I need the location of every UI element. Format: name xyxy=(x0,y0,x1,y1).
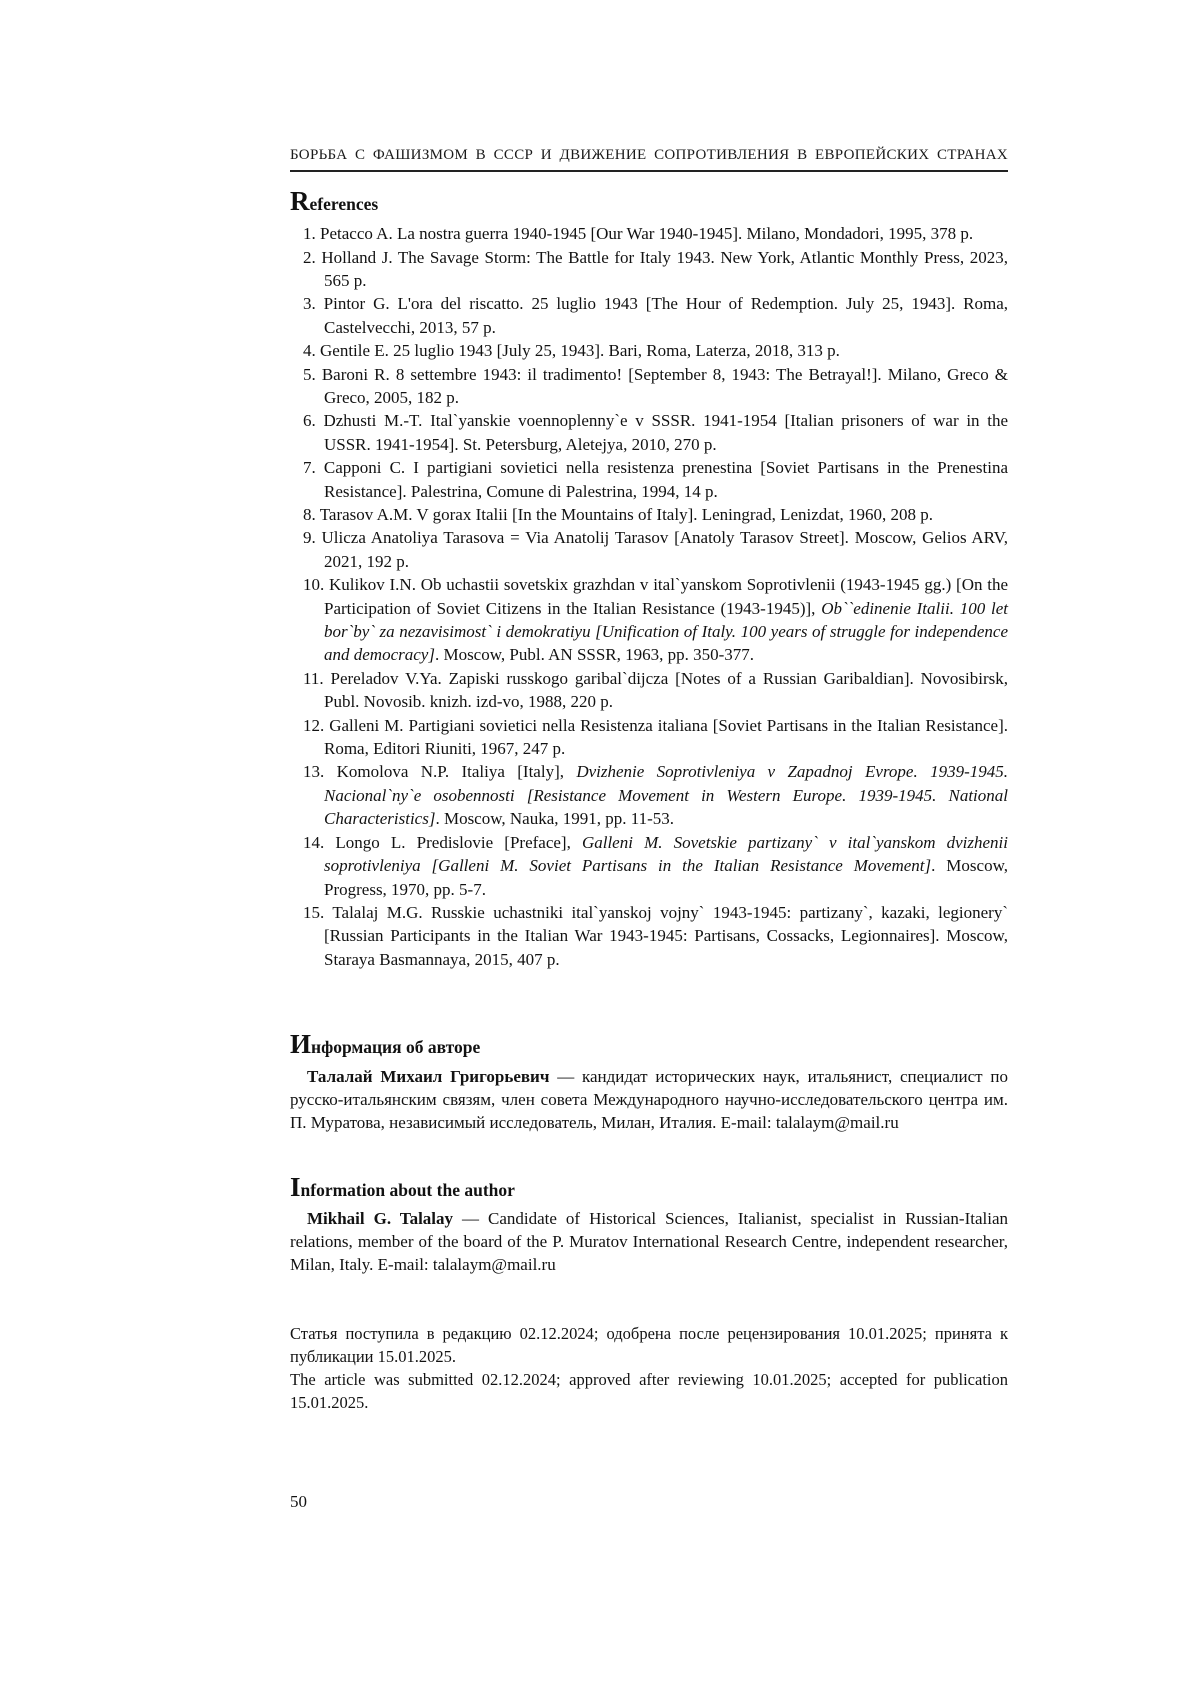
reference-text-segment: Talalaj M.G. Russkie uchastniki ital`yanskoj vojny` 1943-1945: partizany`, kazaki, legionery` [Russian Participants in the Italian War 1943-1945: Partisans, Cossacks, Legionnaires]. Moscow, Staraya Basmannaya, 2015, 407 p. xyxy=(324,902,1008,969)
reference-number: 12. xyxy=(303,715,330,735)
references-list xyxy=(290,222,1008,971)
author-info-en-heading xyxy=(290,1171,1008,1203)
author-info-ru-heading xyxy=(290,1028,1008,1060)
reference-number: 2. xyxy=(303,247,322,267)
page-number: 50 xyxy=(290,1492,307,1511)
reference-item xyxy=(290,456,1008,503)
reference-number: 15. xyxy=(303,902,333,922)
reference-item xyxy=(290,339,1008,362)
content-column xyxy=(290,146,1008,1414)
reference-item xyxy=(290,292,1008,339)
submission-note-ru: Статья поступила в редакцию 02.12.2024; одобрена после рецензирования 10.01.2025; принята к публикации 15.01.2025. xyxy=(290,1323,1008,1366)
reference-text-segment: Baroni R. 8 settembre 1943: il tradimento! [September 8, 1943: The Betrayal!]. Milano, Greco & Greco, 2005, 182 p. xyxy=(321,364,1008,407)
reference-number: 10. xyxy=(303,575,330,595)
dash-separator: — xyxy=(462,1208,480,1228)
reference-text-segment: Galleni M. Partigiani sovietici nella Resistenza italiana [Soviet Partisans in the Italian Resistance]. Roma, Editori Riuniti, 1967, 247 p. xyxy=(324,715,1008,759)
reference-item xyxy=(290,667,1008,714)
reference-text-segment: Gentile E. 25 luglio 1943 [July 25, 1943]. Bari, Roma, Laterza, 2018, 313 p. xyxy=(320,341,840,361)
reference-number: 14. xyxy=(303,832,336,852)
reference-text-segment: Pintor G. L'ora del riscatto. 25 luglio 1943 [The Hour of Redemption. July 25, 1943]. Roma, Castelvecchi, 2013, 57 p. xyxy=(323,294,1008,337)
references-heading xyxy=(290,185,1008,217)
reference-text-segment: Holland J. The Savage Storm: The Battle for Italy 1943. New York, Atlantic Monthly Press, 2023, 565 p. xyxy=(321,247,1009,290)
reference-text-segment: . Moscow, Progress, 1970, pp. 5-7. xyxy=(324,856,1008,899)
running-header: БОРЬБА С ФАШИЗМОМ В СССР И ДВИЖЕНИЕ СОПРОТИВЛЕНИЯ В ЕВРОПЕЙСКИХ СТРАНАХ xyxy=(290,146,1008,172)
reference-item xyxy=(290,222,1008,245)
reference-number: 11. xyxy=(303,668,331,688)
reference-item xyxy=(290,246,1008,293)
author-info-en-heading-initial: I xyxy=(290,1171,301,1202)
author-info-ru-heading-rest: нформация об авторе xyxy=(311,1037,481,1058)
reference-item xyxy=(290,901,1008,971)
reference-item xyxy=(290,409,1008,456)
submission-note xyxy=(290,1322,1008,1414)
reference-text-segment: Galleni M. Sovetskie partizany` v ital`yanskom dvizhenii soprotivleniya [Galleni M. Soviet Partisans in the Italian Resistance Movement] xyxy=(324,832,1008,876)
reference-number: 3. xyxy=(303,294,324,314)
reference-text-segment: Ulicza Anatoliya Tarasova = Via Anatolij Tarasov [Anatoly Tarasov Street]. Moscow, Gelios ARV, 2021, 192 p. xyxy=(321,528,1008,571)
reference-item xyxy=(290,526,1008,573)
reference-item xyxy=(290,363,1008,410)
author-bio-ru xyxy=(290,1065,1008,1134)
reference-number: 7. xyxy=(303,458,324,478)
reference-text-segment: . Moscow, Nauka, 1991, pp. 11-53. xyxy=(435,809,675,829)
reference-item xyxy=(290,714,1008,761)
reference-item xyxy=(290,573,1008,667)
submission-note-en: The article was submitted 02.12.2024; approved after reviewing 10.01.2025; accepted for publication 15.01.2025. xyxy=(290,1369,1008,1412)
reference-item xyxy=(290,760,1008,830)
author-bio-ru-text: кандидат исторических наук, итальянист, специалист по русско-итальянским связям, член совета Международного научно-исследовательского центра им. П. Муратова, независимый исследователь, Милан, Италия. E-mail: talalaym@mail.ru xyxy=(290,1066,1008,1132)
author-bio-en-text: Candidate of Historical Sciences, Italianist, specialist in Russian-Italian relations, member of the board of the P. Muratov International Research Centre, independent researcher, Milan, Italy. E-mail: talalaym@mail.ru xyxy=(290,1208,1008,1274)
reference-item xyxy=(290,831,1008,901)
references-heading-initial: R xyxy=(290,185,310,216)
author-info-en-heading-rest: nformation about the author xyxy=(300,1179,515,1200)
references-heading-rest: eferences xyxy=(309,193,379,214)
reference-number: 6. xyxy=(303,411,324,431)
reference-number: 13. xyxy=(303,762,337,782)
dash-separator: — xyxy=(557,1066,575,1086)
reference-text-segment: Kulikov I.N. Ob uchastii sovetskix grazhdan v ital`yanskom Soprotivlenii (1943-1945 gg.) [On the Participation of Soviet Citizens in the Italian Resistance (1943-1945)], xyxy=(324,575,1009,618)
reference-text-segment: Longo L. Predislovie [Preface], xyxy=(335,832,582,852)
reference-number: 9. xyxy=(303,528,322,548)
reference-number: 1. xyxy=(303,224,320,244)
reference-text-segment: . Moscow, Publ. AN SSSR, 1963, pp. 350-377. xyxy=(434,645,755,665)
reference-text-segment: Komolova N.P. Italiya [Italy], xyxy=(336,762,577,782)
reference-number: 8. xyxy=(303,505,320,525)
reference-number: 5. xyxy=(303,364,322,384)
reference-text-segment: Dzhusti M.-T. Ital`yanskie voennoplenny`e v SSSR. 1941-1954 [Italian prisoners of war in the USSR. 1941-1954]. St. Petersburg, Aletejya, 2010, 270 p. xyxy=(323,411,1009,454)
author-name-ru: Талалай Михаил Григорьевич xyxy=(307,1066,550,1086)
author-bio-en xyxy=(290,1207,1008,1276)
reference-text-segment: Tarasov A.M. V gorax Italii [In the Mountains of Italy]. Leningrad, Lenizdat, 1960, 208 p. xyxy=(319,505,934,525)
reference-text-segment: Dvizhenie Soprotivleniya v Zapadnoj Evrope. 1939-1945. Nacional`ny`e osobennosti [Resistance Movement in Western Europe. 1939-1945. National Characteristics] xyxy=(324,762,1008,829)
reference-text-segment: Petacco A. La nostra guerra 1940-1945 [Our War 1940-1945]. Milano, Mondadori, 1995, 378 p. xyxy=(320,224,974,244)
reference-text-segment: Capponi C. I partigiani sovietici nella resistenza prenestina [Soviet Partisans in the Prenestina Resistance]. Palestrina, Comune di Palestrina, 1994, 14 p. xyxy=(323,458,1008,501)
author-name-en: Mikhail G. Talalay xyxy=(307,1208,454,1228)
reference-text-segment: Ob``edinenie Italii. 100 let bor`by` za nezavisimost` i demokratiyu [Unification of Italy. 100 years of struggle for independence and democracy] xyxy=(324,598,1008,665)
author-info-ru-heading-initial: И xyxy=(290,1029,312,1060)
reference-text-segment: Pereladov V.Ya. Zapiski russkogo garibal`dijcza [Notes of a Russian Garibaldian]. Novosibirsk, Publ. Novosib. knizh. izd-vo, 1988, 220 p. xyxy=(324,668,1008,712)
reference-item xyxy=(290,503,1008,526)
reference-number: 4. xyxy=(303,341,320,361)
